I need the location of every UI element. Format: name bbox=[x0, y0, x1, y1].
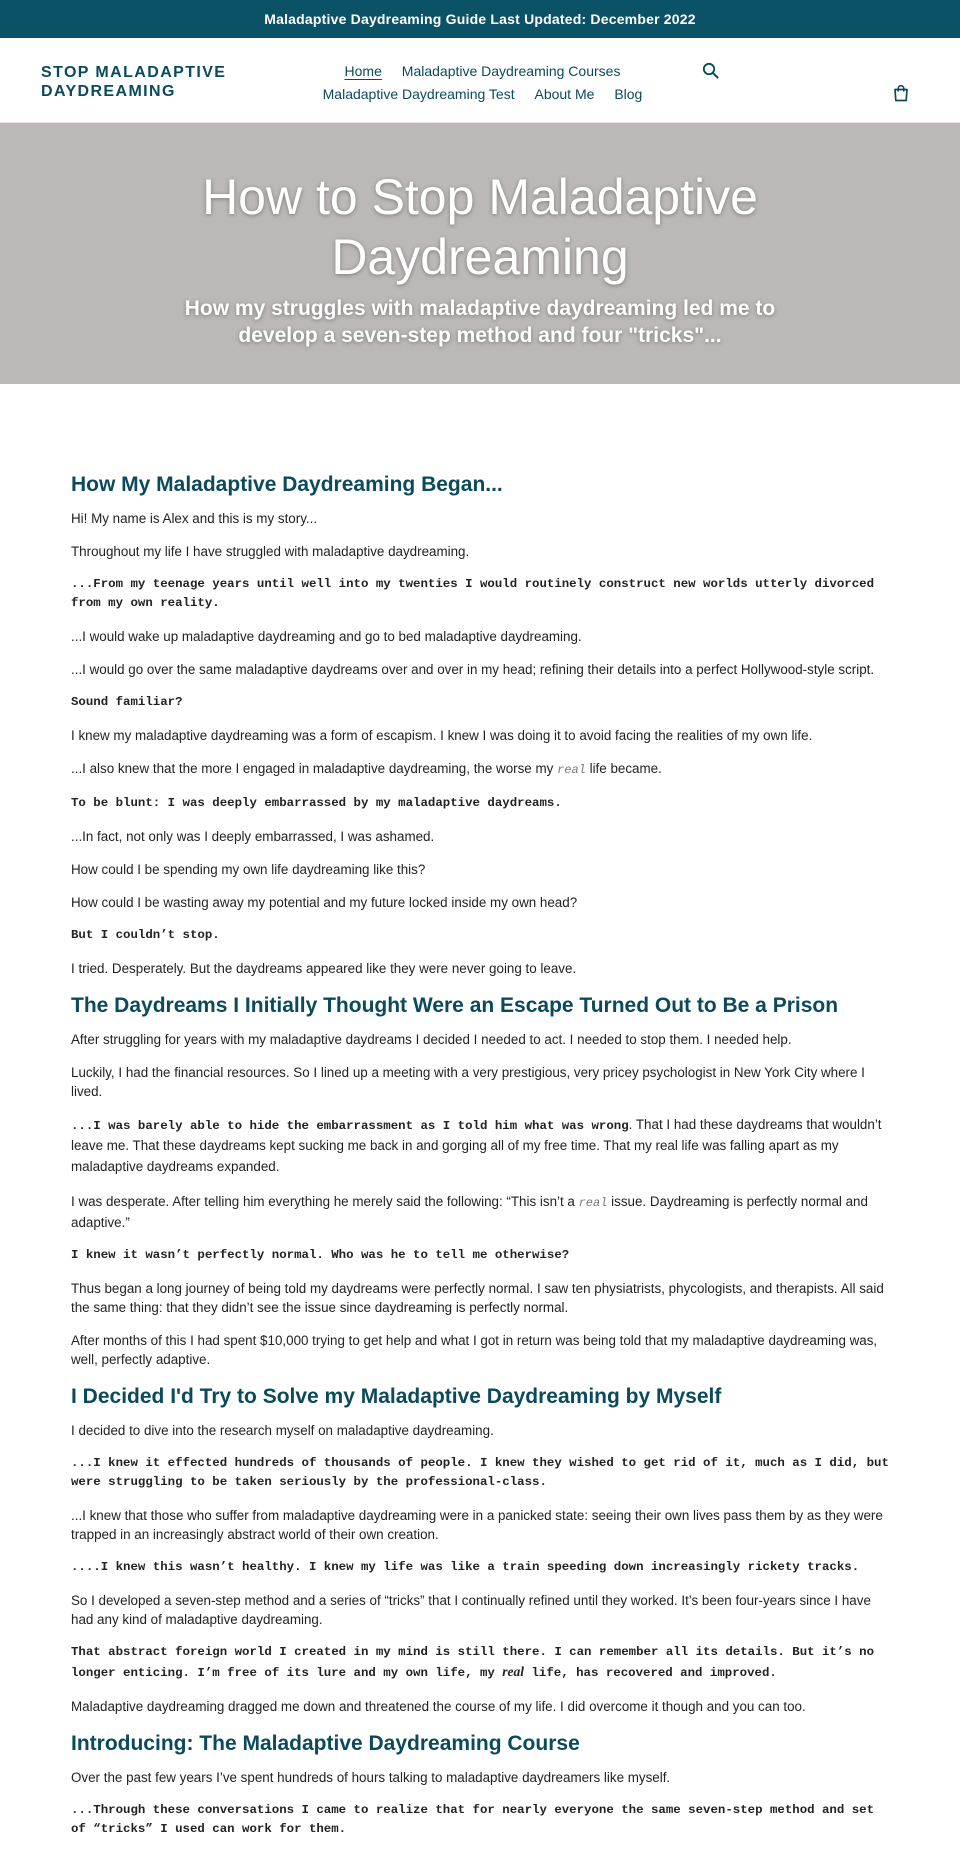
paragraph-emphasis: ...I knew it effected hundreds of thousands of people. I knew they wished to get rid of it, much as I did, but were struggling to be taken seriously by the professional-class. bbox=[71, 1456, 889, 1489]
real-emphasis: real bbox=[557, 763, 586, 777]
paragraph: I tried. Desperately. But the daydreams appeared like they were never going to leave. bbox=[71, 961, 577, 976]
paragraph: How could I be spending my own life daydreaming like this? bbox=[71, 862, 426, 877]
nav-courses[interactable]: Maladaptive Daydreaming Courses bbox=[401, 63, 621, 79]
paragraph: Thus began a long journey of being told my daydreams were perfectly normal. I saw ten physiatrists, phycologists, and therapists. All said the same thing: that they didn’t see the issue since daydreaming is perfectly normal. bbox=[71, 1281, 884, 1315]
paragraph: ...I knew that those who suffer from maladaptive daydreaming were in a panicked state: seeing their own lives pass them by as they were trapped in an increasingly abstract world of their own creation. bbox=[71, 1508, 883, 1542]
paragraph-emphasis: ...Through these conversations I came to realize that for nearly everyone the same seven-step method and set of “tricks” I used can work for them. bbox=[71, 1803, 875, 1836]
paragraph: Luckily, I had the financial resources. So I lined up a meeting with a very prestigious, very pricey psychologist in New York City where I lived. bbox=[71, 1065, 865, 1099]
hero-title: How to Stop Maladaptive Daydreaming bbox=[202, 169, 758, 285]
paragraph: After struggling for years with my maladaptive daydreams I decided I needed to act. I needed to stop them. I needed help. bbox=[71, 1032, 792, 1047]
hero-subtitle: How my struggles with maladaptive daydreaming led me to develop a seven-step method and four "tricks"... bbox=[184, 297, 776, 347]
paragraph: ...I would go over the same maladaptive daydreams over and over in my head; refining their details into a perfect Hollywood-style script. bbox=[71, 662, 875, 677]
paragraph-emphasis: To be blunt: I was deeply embarrassed by my maladaptive daydreams. bbox=[71, 796, 562, 810]
paragraph: Throughout my life I have struggled with maladaptive daydreaming. bbox=[71, 544, 470, 559]
paragraph-text: life became. bbox=[589, 761, 662, 776]
nav-blog[interactable]: Blog bbox=[614, 86, 643, 102]
paragraph-text: . That I had these daydreams that wouldn’t leave me. That these daydreams kept sucking me back in and gorging all of my free time. That my real life was falling apart as my maladaptive daydreams expanded. bbox=[71, 1117, 882, 1174]
article-content bbox=[0, 384, 960, 1839]
paragraph-emphasis: I knew it wasn’t perfectly normal. Who was he to tell me otherwise? bbox=[71, 1248, 570, 1262]
announcement-bar bbox=[0, 0, 960, 38]
section-heading: How My Maladaptive Daydreaming Began... bbox=[71, 473, 503, 496]
paragraph: ...In fact, not only was I deeply embarrassed, I was ashamed. bbox=[71, 829, 435, 844]
paragraph: Over the past few years I’ve spent hundreds of hours talking to maladaptive daydreamers like myself. bbox=[71, 1770, 671, 1785]
nav-test[interactable]: Maladaptive Daydreaming Test bbox=[322, 86, 515, 102]
hero-banner bbox=[0, 123, 960, 384]
paragraph-text: issue. Daydreaming is perfectly normal and adaptive.” bbox=[71, 1194, 868, 1230]
paragraph-emphasis: Sound familiar? bbox=[71, 695, 183, 709]
paragraph-text: ...I was barely able to hide the embarrassment as I told him what was wrong bbox=[71, 1119, 629, 1133]
section-heading: The Daydreams I Initially Thought Were an Escape Turned Out to Be a Prison bbox=[71, 994, 839, 1017]
section-heading: Introducing: The Maladaptive Daydreaming Course bbox=[71, 1732, 580, 1755]
nav-about[interactable]: About Me bbox=[534, 86, 595, 102]
announcement-text: Maladaptive Daydreaming Guide Last Updated: December 2022 bbox=[264, 11, 696, 27]
paragraph: After months of this I had spent $10,000 trying to get help and what I got in return was being told that my maladaptive daydreaming was, well, perfectly adaptive. bbox=[71, 1333, 878, 1367]
paragraph: ...I would wake up maladaptive daydreaming and go to bed maladaptive daydreaming. bbox=[71, 629, 582, 644]
paragraph: So I developed a seven-step method and a series of “tricks” that I continually refined until they worked. It’s been four-years since I have had any kind of maladaptive daydreaming. bbox=[71, 1593, 871, 1627]
paragraph-emphasis: ...From my teenage years until well into my twenties I would routinely construct new worlds utterly divorced from my own reality. bbox=[71, 577, 875, 610]
paragraph-text: That abstract foreign world I created in my mind is still there. I can remember all its details. But it’s no longer enticing. I’m free of its lure and my own life, my bbox=[71, 1645, 875, 1680]
paragraph bbox=[71, 759, 889, 780]
real-emphasis: real bbox=[502, 1664, 525, 1679]
paragraph-text: ...I also knew that the more I engaged in maladaptive daydreaming, the worse my bbox=[71, 761, 554, 776]
paragraph-emphasis: But I couldn’t stop. bbox=[71, 928, 220, 942]
bag-icon[interactable] bbox=[893, 84, 909, 107]
site-header bbox=[0, 38, 960, 123]
paragraph: Hi! My name is Alex and this is my story... bbox=[71, 511, 318, 526]
search-icon[interactable] bbox=[702, 62, 719, 84]
nav-home[interactable]: Home bbox=[344, 63, 382, 79]
paragraph-emphasis: ....I knew this wasn’t healthy. I knew my life was like a train speeding down increasingly rickety tracks. bbox=[71, 1560, 860, 1574]
paragraph: How could I be wasting away my potential and my future locked inside my own head? bbox=[71, 895, 578, 910]
section-heading: I Decided I'd Try to Solve my Maladaptive Daydreaming by Myself bbox=[71, 1385, 722, 1408]
paragraph-text: I was desperate. After telling him everything he merely said the following: “This isn’t a bbox=[71, 1194, 575, 1209]
paragraph bbox=[71, 1192, 889, 1232]
site-logo[interactable]: STOP MALADAPTIVE DAYDREAMING bbox=[41, 64, 227, 100]
main-nav bbox=[300, 60, 665, 106]
paragraph: I decided to dive into the research myself on maladaptive daydreaming. bbox=[71, 1423, 494, 1438]
paragraph: Maladaptive daydreaming dragged me down and threatened the course of my life. I did overcome it though and you can too. bbox=[71, 1699, 806, 1714]
paragraph: I knew my maladaptive daydreaming was a form of escapism. I knew I was doing it to avoid facing the realities of my own life. bbox=[71, 728, 813, 743]
paragraph-emphasis bbox=[71, 1115, 889, 1178]
paragraph-emphasis bbox=[71, 1643, 889, 1683]
paragraph-text: life, has recovered and improved. bbox=[531, 1666, 777, 1680]
real-emphasis: real bbox=[578, 1196, 608, 1210]
